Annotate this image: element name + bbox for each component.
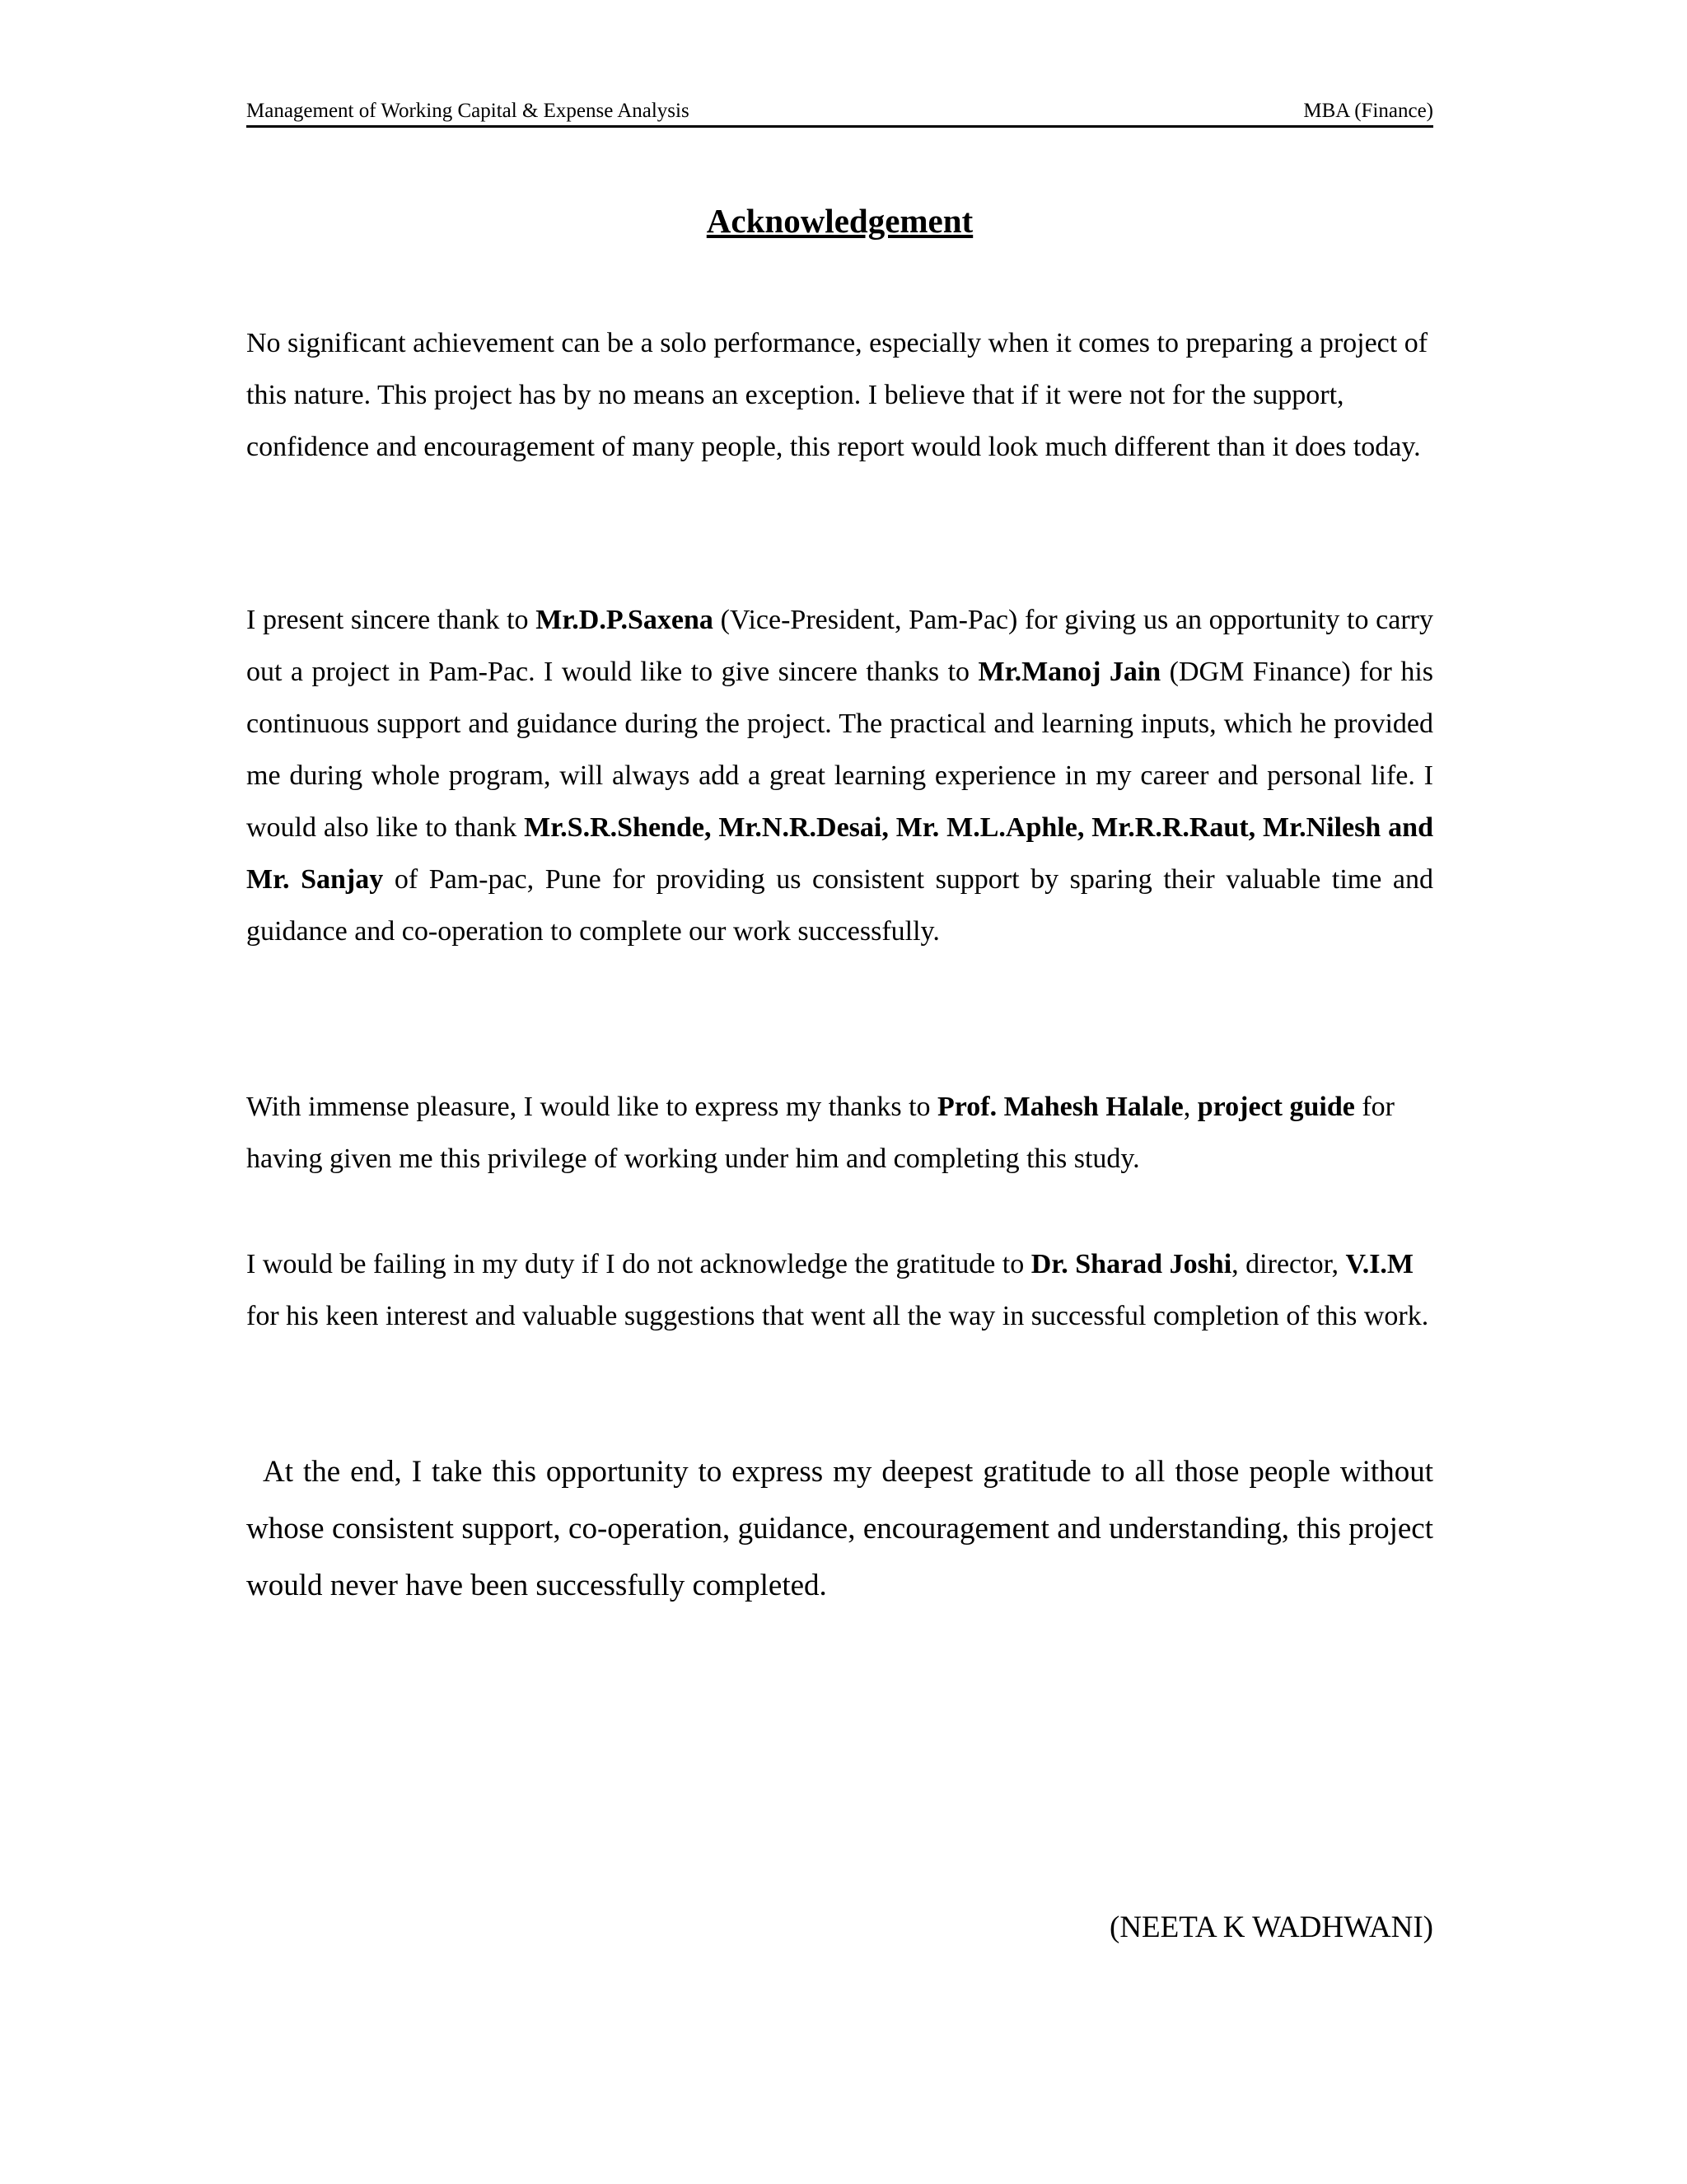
text-segment: I present sincere thank to bbox=[246, 605, 536, 635]
paragraph-thanks-pampac bbox=[246, 594, 1433, 957]
name-manoj-jain: Mr.Manoj Jain bbox=[978, 657, 1161, 687]
text-segment: (Vice-President, Pam-Pac) for giving us an opportunity to carry out a project in Pam-Pac. I would like to give sincere thanks to bbox=[246, 605, 1433, 687]
role-project-guide: project guide bbox=[1197, 1092, 1355, 1122]
header-course-label: MBA (Finance) bbox=[1303, 100, 1433, 122]
text-segment: , bbox=[1183, 1092, 1198, 1122]
text-segment: I would be failing in my duty if I do not acknowledge the gratitude to bbox=[246, 1249, 1031, 1279]
signature: (NEETA K WADHWANI) bbox=[1110, 1910, 1433, 1944]
names-staff: Mr.S.R.Shende, Mr.N.R.Desai, Mr. M.L.Aphle, Mr.R.R.Raut, Mr.Nilesh and Mr. Sanjay bbox=[246, 812, 1433, 895]
name-mahesh-halale: Prof. Mahesh Halale bbox=[937, 1092, 1184, 1122]
text-segment: of Pam-pac, Pune for providing us consistent support by sparing their valuable time and guidance and co-operation to complete our work successfully. bbox=[246, 864, 1433, 947]
text-segment: for having given me this privilege of working under him and completing this study. bbox=[246, 1092, 1395, 1174]
text-segment: for his keen interest and valuable suggestions that went all the way in successful completion of this work. bbox=[246, 1301, 1429, 1331]
header-document-title: Management of Working Capital & Expense Analysis bbox=[246, 100, 689, 122]
institute-vim: V.I.M bbox=[1345, 1249, 1414, 1279]
paragraph-closing: At the end, I take this opportunity to express my deepest gratitude to all those people without whose consistent support, co-operation, guidance, encouragement and understanding, this project would never have been successfully completed. bbox=[246, 1455, 1433, 1602]
paragraph-project-guide bbox=[246, 1081, 1433, 1185]
name-saxena: Mr.D.P.Saxena bbox=[535, 605, 713, 635]
paragraph-intro: No significant achievement can be a solo performance, especially when it comes to preparing a project of this nature. This project has by no means an exception. I believe that if it were not for the support, confidence and encouragement of many people, this report would look much different than it does today. bbox=[246, 328, 1428, 462]
text-segment: With immense pleasure, I would like to express my thanks to bbox=[246, 1092, 938, 1122]
name-sharad-joshi: Dr. Sharad Joshi bbox=[1030, 1249, 1232, 1279]
page-header bbox=[246, 97, 1433, 128]
paragraph-director bbox=[246, 1238, 1433, 1342]
text-segment: , director, bbox=[1231, 1249, 1346, 1279]
text-segment: (DGM Finance) for his continuous support and guidance during the project. The practical and learning inputs, which he provided me during whole program, will always add a great learning experience in my career and personal life. I would also like to thank bbox=[246, 657, 1433, 843]
page-title: Acknowledgement bbox=[706, 202, 974, 240]
